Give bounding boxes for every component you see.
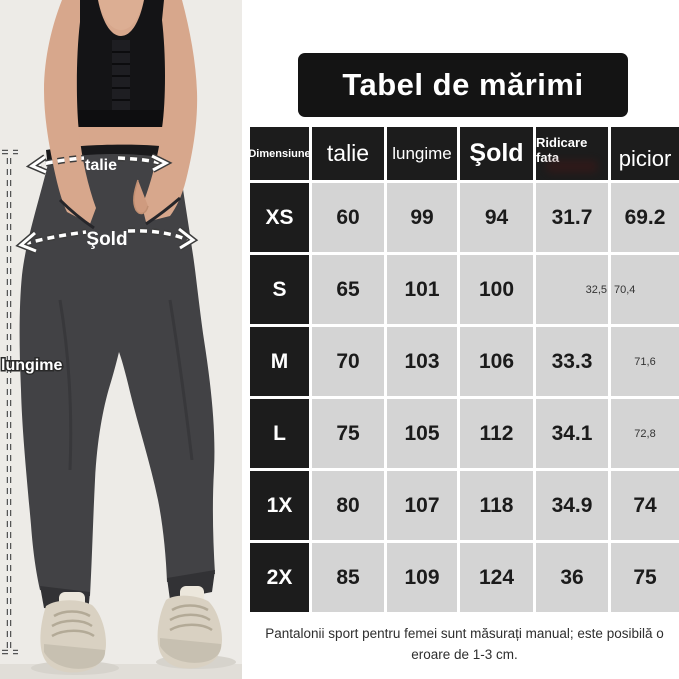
model-illustration bbox=[0, 0, 242, 679]
value-cell-1X-lungime: 107 bbox=[387, 471, 457, 540]
label-hip: Şold bbox=[86, 229, 128, 250]
header-cell-dimensiune: Dimensiune bbox=[250, 127, 309, 180]
value-cell-M-talie: 70 bbox=[312, 327, 384, 396]
page-title: Tabel de mărimi bbox=[342, 67, 584, 102]
value-cell-S-ridicare-fata: 32,5 bbox=[536, 255, 608, 324]
size-cell-M: M bbox=[250, 327, 309, 396]
value-cell-XS-ridicare-fata: 31.7 bbox=[536, 183, 608, 252]
label-length: lungime bbox=[1, 357, 63, 374]
value-cell-XS-picior: 69.2 bbox=[611, 183, 679, 252]
size-cell-1X: 1X bbox=[250, 471, 309, 540]
value-cell-L-talie: 75 bbox=[312, 399, 384, 468]
value-cell-2X-talie: 85 bbox=[312, 543, 384, 612]
value-cell-S-lungime: 101 bbox=[387, 255, 457, 324]
header-cell-talie: talie bbox=[312, 127, 384, 180]
value-cell-M-lungime: 103 bbox=[387, 327, 457, 396]
size-table bbox=[250, 127, 679, 612]
value-cell-2X-sold: 124 bbox=[460, 543, 533, 612]
note-text: Pantalonii sport pentru femei sunt măsurați manual; este posibilă o eroare de 1-3 cm. bbox=[265, 626, 664, 662]
value-cell-S-sold: 100 bbox=[460, 255, 533, 324]
size-cell-2X: 2X bbox=[250, 543, 309, 612]
label-waist: talie bbox=[84, 157, 118, 174]
value-cell-M-sold: 106 bbox=[460, 327, 533, 396]
header-cell-sold: Şold bbox=[460, 127, 533, 180]
header-cell-lungime: lungime bbox=[387, 127, 457, 180]
value-cell-1X-picior: 74 bbox=[611, 471, 679, 540]
header-cell-picior: picior bbox=[611, 127, 679, 180]
size-cell-S: S bbox=[250, 255, 309, 324]
value-cell-2X-picior: 75 bbox=[611, 543, 679, 612]
value-cell-L-picior: 72,8 bbox=[611, 399, 679, 468]
value-cell-1X-talie: 80 bbox=[312, 471, 384, 540]
value-cell-1X-ridicare-fata: 34.9 bbox=[536, 471, 608, 540]
title-banner bbox=[298, 53, 628, 117]
value-cell-XS-lungime: 99 bbox=[387, 183, 457, 252]
value-cell-XS-talie: 60 bbox=[312, 183, 384, 252]
product-photo bbox=[0, 0, 242, 679]
value-cell-L-ridicare-fata: 34.1 bbox=[536, 399, 608, 468]
value-cell-L-sold: 112 bbox=[460, 399, 533, 468]
value-cell-2X-lungime: 109 bbox=[387, 543, 457, 612]
value-cell-M-picior: 71,6 bbox=[611, 327, 679, 396]
value-cell-M-ridicare-fata: 33.3 bbox=[536, 327, 608, 396]
size-chart-panel bbox=[250, 0, 679, 679]
size-cell-L: L bbox=[250, 399, 309, 468]
watermark-smudge bbox=[546, 160, 598, 173]
value-cell-2X-ridicare-fata: 36 bbox=[536, 543, 608, 612]
value-cell-L-lungime: 105 bbox=[387, 399, 457, 468]
header-cell-ridicare-fata: Ridicare fata bbox=[536, 127, 608, 180]
value-cell-S-picior: 70,4 bbox=[611, 255, 679, 324]
measurement-note bbox=[250, 624, 679, 666]
value-cell-S-talie: 65 bbox=[312, 255, 384, 324]
value-cell-XS-sold: 94 bbox=[460, 183, 533, 252]
value-cell-1X-sold: 118 bbox=[460, 471, 533, 540]
size-cell-XS: XS bbox=[250, 183, 309, 252]
